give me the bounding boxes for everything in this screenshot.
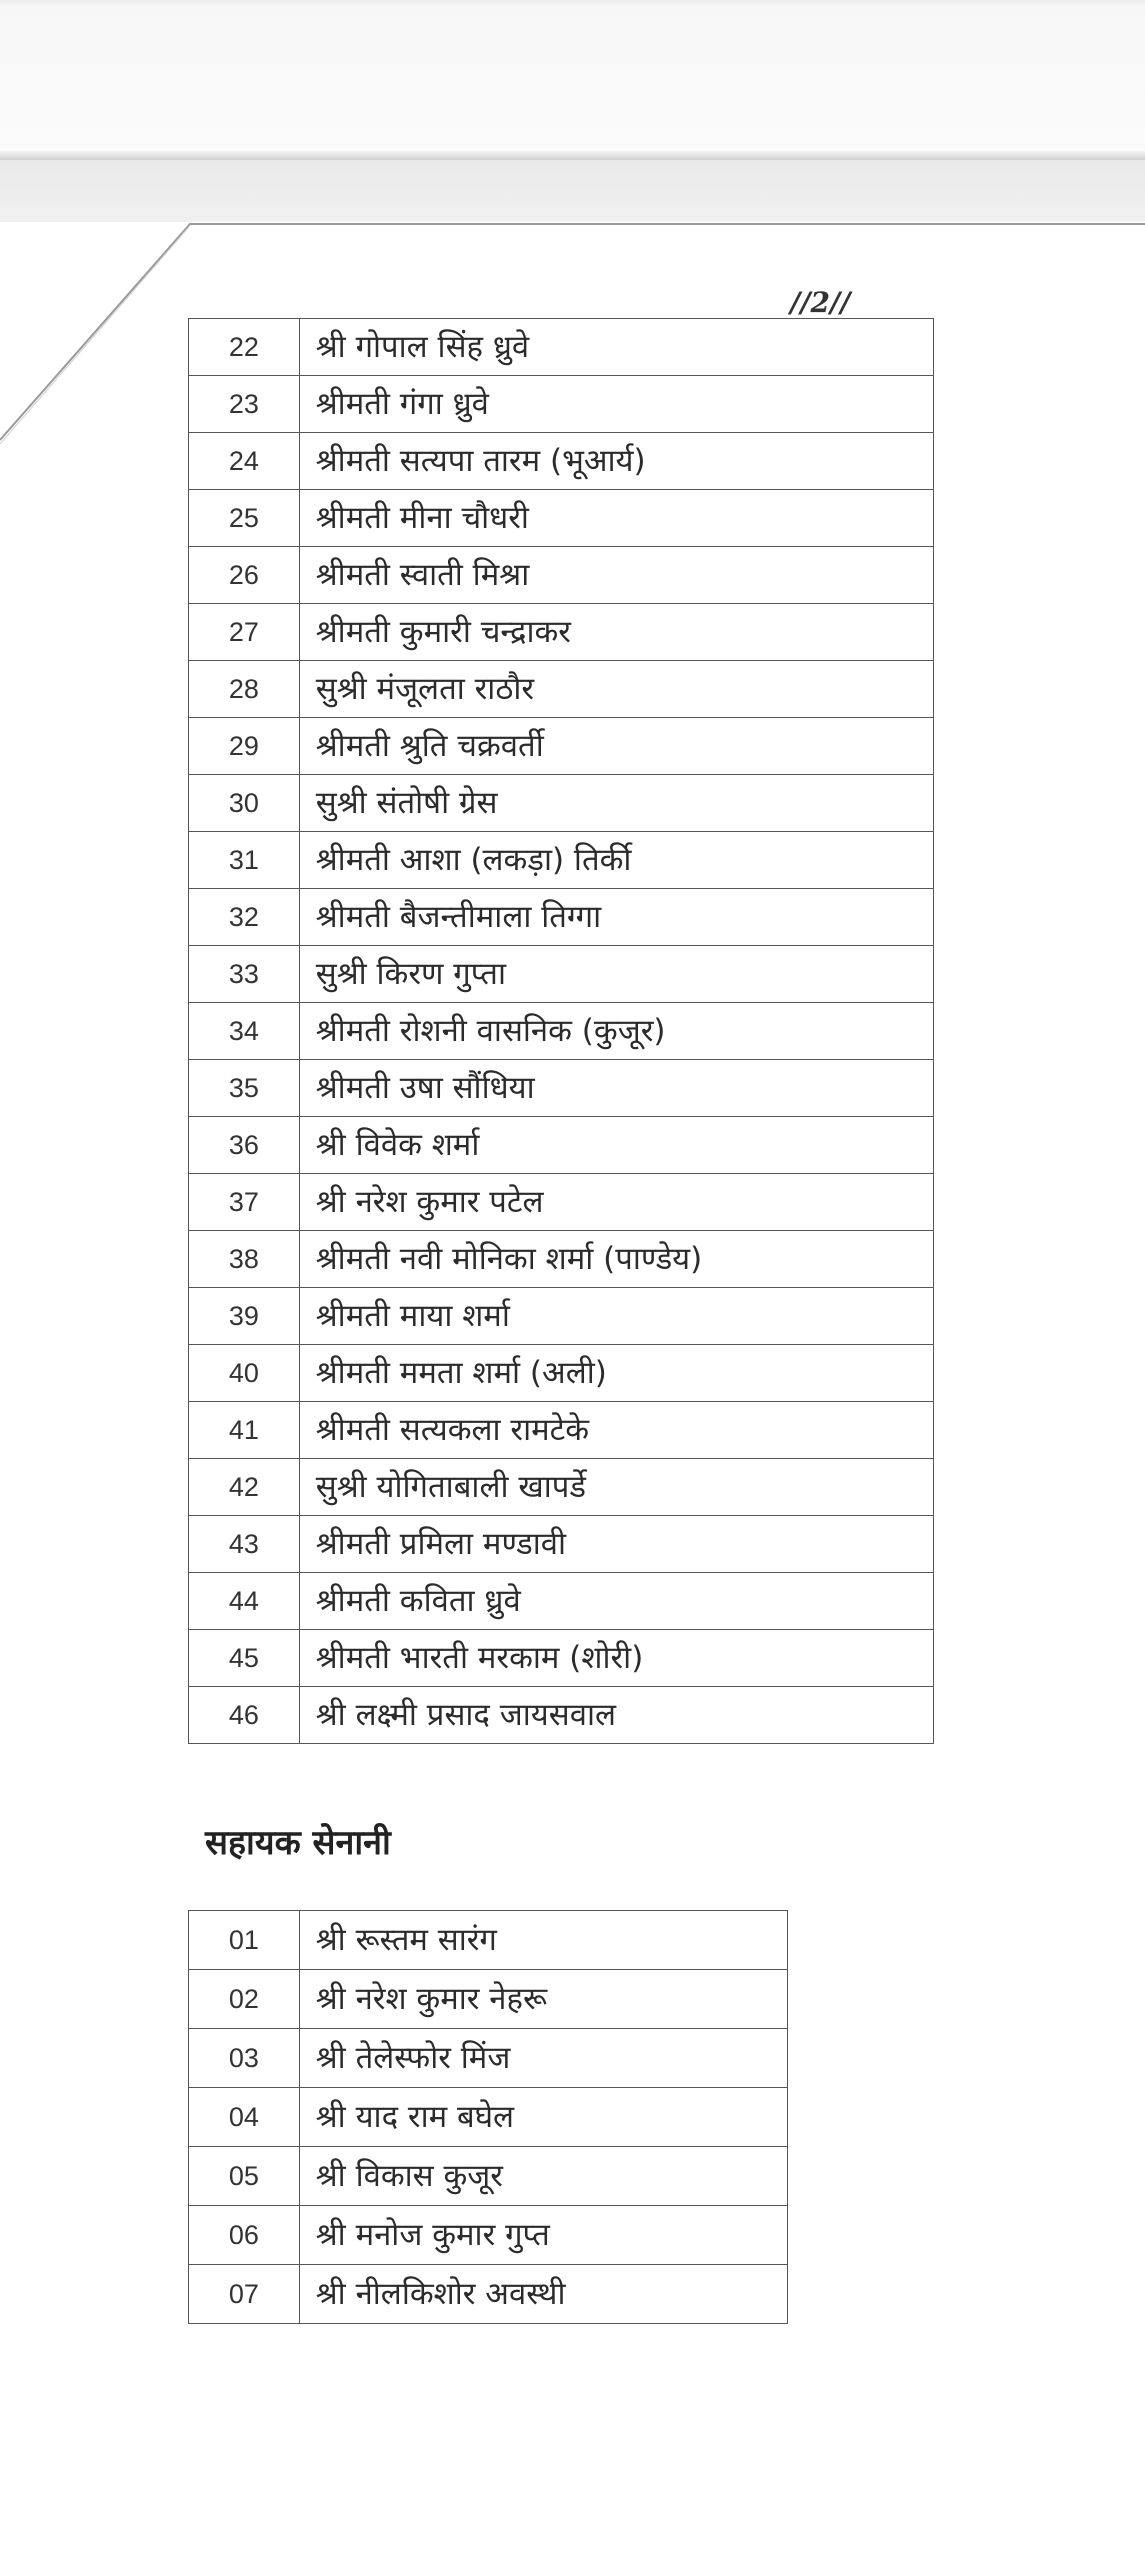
person-name: श्री तेलेस्फोर मिंज: [299, 2029, 787, 2088]
person-name: श्री नरेश कुमार पटेल: [299, 1174, 933, 1231]
serial-number: 37: [189, 1174, 300, 1231]
table-row: [189, 1231, 934, 1288]
section-heading: सहायक सेनानी: [205, 1823, 391, 1863]
person-name: श्री गोपाल सिंह ध्रुवे: [299, 319, 933, 376]
table-row: [189, 1117, 934, 1174]
table-row: [189, 1970, 788, 2029]
serial-number: 40: [189, 1345, 300, 1402]
serial-number: 06: [189, 2206, 300, 2265]
person-name: श्री रूस्तम सारंग: [299, 1911, 787, 1970]
serial-number: 32: [189, 889, 300, 946]
person-name: सुश्री योगिताबाली खापर्डे: [299, 1459, 933, 1516]
serial-number: 41: [189, 1402, 300, 1459]
person-name: श्रीमती उषा सौंधिया: [299, 1060, 933, 1117]
table-row: [189, 2029, 788, 2088]
person-name: श्री मनोज कुमार गुप्त: [299, 2206, 787, 2265]
table-row: [189, 775, 934, 832]
table-row: [189, 1174, 934, 1231]
serial-number: 05: [189, 2147, 300, 2206]
table-row: [189, 547, 934, 604]
person-name: श्रीमती गंगा ध्रुवे: [299, 376, 933, 433]
person-name: श्री विकास कुजूर: [299, 2147, 787, 2206]
serial-number: 26: [189, 547, 300, 604]
serial-number: 30: [189, 775, 300, 832]
page-gap: [0, 160, 1145, 222]
person-name: श्री नरेश कुमार नेहरू: [299, 1970, 787, 2029]
table-row: [189, 1459, 934, 1516]
main-name-table: [188, 318, 934, 1744]
table-row: [189, 604, 934, 661]
serial-number: 25: [189, 490, 300, 547]
table-row: [189, 946, 934, 1003]
person-name: श्रीमती कुमारी चन्द्राकर: [299, 604, 933, 661]
serial-number: 02: [189, 1970, 300, 2029]
table-row: [189, 1003, 934, 1060]
serial-number: 29: [189, 718, 300, 775]
person-name: सुश्री मंजूलता राठौर: [299, 661, 933, 718]
table-row: [189, 490, 934, 547]
person-name: श्रीमती रोशनी वासनिक (कुजूर): [299, 1003, 933, 1060]
serial-number: 03: [189, 2029, 300, 2088]
serial-number: 28: [189, 661, 300, 718]
person-name: श्रीमती श्रुति चक्रवर्ती: [299, 718, 933, 775]
person-name: श्रीमती सत्यकला रामटेके: [299, 1402, 933, 1459]
table-row: [189, 2147, 788, 2206]
table-row: [189, 718, 934, 775]
serial-number: 45: [189, 1630, 300, 1687]
table-row: [189, 376, 934, 433]
serial-number: 38: [189, 1231, 300, 1288]
person-name: श्रीमती बैजन्तीमाला तिग्गा: [299, 889, 933, 946]
table-row: [189, 889, 934, 946]
table-row: [189, 2088, 788, 2147]
person-name: श्री नीलकिशोर अवस्थी: [299, 2265, 787, 2324]
serial-number: 43: [189, 1516, 300, 1573]
serial-number: 46: [189, 1687, 300, 1744]
person-name: श्रीमती कविता ध्रुवे: [299, 1573, 933, 1630]
serial-number: 01: [189, 1911, 300, 1970]
serial-number: 22: [189, 319, 300, 376]
person-name: श्री लक्ष्मी प्रसाद जायसवाल: [299, 1687, 933, 1744]
top-bar: [0, 0, 1145, 160]
serial-number: 34: [189, 1003, 300, 1060]
person-name: श्रीमती नवी मोनिका शर्मा (पाण्डेय): [299, 1231, 933, 1288]
serial-number: 04: [189, 2088, 300, 2147]
table-row: [189, 1573, 934, 1630]
person-name: श्रीमती माया शर्मा: [299, 1288, 933, 1345]
person-name: श्रीमती स्वाती मिश्रा: [299, 547, 933, 604]
person-name: सुश्री किरण गुप्ता: [299, 946, 933, 1003]
table-row: [189, 661, 934, 718]
serial-number: 27: [189, 604, 300, 661]
table-row: [189, 1516, 934, 1573]
table-row: [189, 1687, 934, 1744]
serial-number: 24: [189, 433, 300, 490]
table-row: [189, 2206, 788, 2265]
table-row: [189, 1630, 934, 1687]
serial-number: 35: [189, 1060, 300, 1117]
table-row: [189, 1402, 934, 1459]
table-row: [189, 433, 934, 490]
table-row: [189, 1345, 934, 1402]
person-name: श्री याद राम बघेल: [299, 2088, 787, 2147]
table-row: [189, 319, 934, 376]
serial-number: 42: [189, 1459, 300, 1516]
person-name: श्रीमती भारती मरकाम (शोरी): [299, 1630, 933, 1687]
serial-number: 31: [189, 832, 300, 889]
table-row: [189, 1288, 934, 1345]
table-row: [189, 2265, 788, 2324]
person-name: सुश्री संतोषी ग्रेस: [299, 775, 933, 832]
serial-number: 44: [189, 1573, 300, 1630]
assistant-name-table: [188, 1910, 788, 2324]
table-row: [189, 1060, 934, 1117]
table-row: [189, 1911, 788, 1970]
person-name: श्रीमती प्रमिला मण्डावी: [299, 1516, 933, 1573]
person-name: श्री विवेक शर्मा: [299, 1117, 933, 1174]
serial-number: 36: [189, 1117, 300, 1174]
page-number: //2//: [790, 286, 851, 319]
person-name: श्रीमती ममता शर्मा (अली): [299, 1345, 933, 1402]
serial-number: 07: [189, 2265, 300, 2324]
serial-number: 33: [189, 946, 300, 1003]
person-name: श्रीमती सत्यपा तारम (भूआर्य): [299, 433, 933, 490]
table-row: [189, 832, 934, 889]
person-name: श्रीमती आशा (लकड़ा) तिर्की: [299, 832, 933, 889]
serial-number: 39: [189, 1288, 300, 1345]
person-name: श्रीमती मीना चौधरी: [299, 490, 933, 547]
serial-number: 23: [189, 376, 300, 433]
